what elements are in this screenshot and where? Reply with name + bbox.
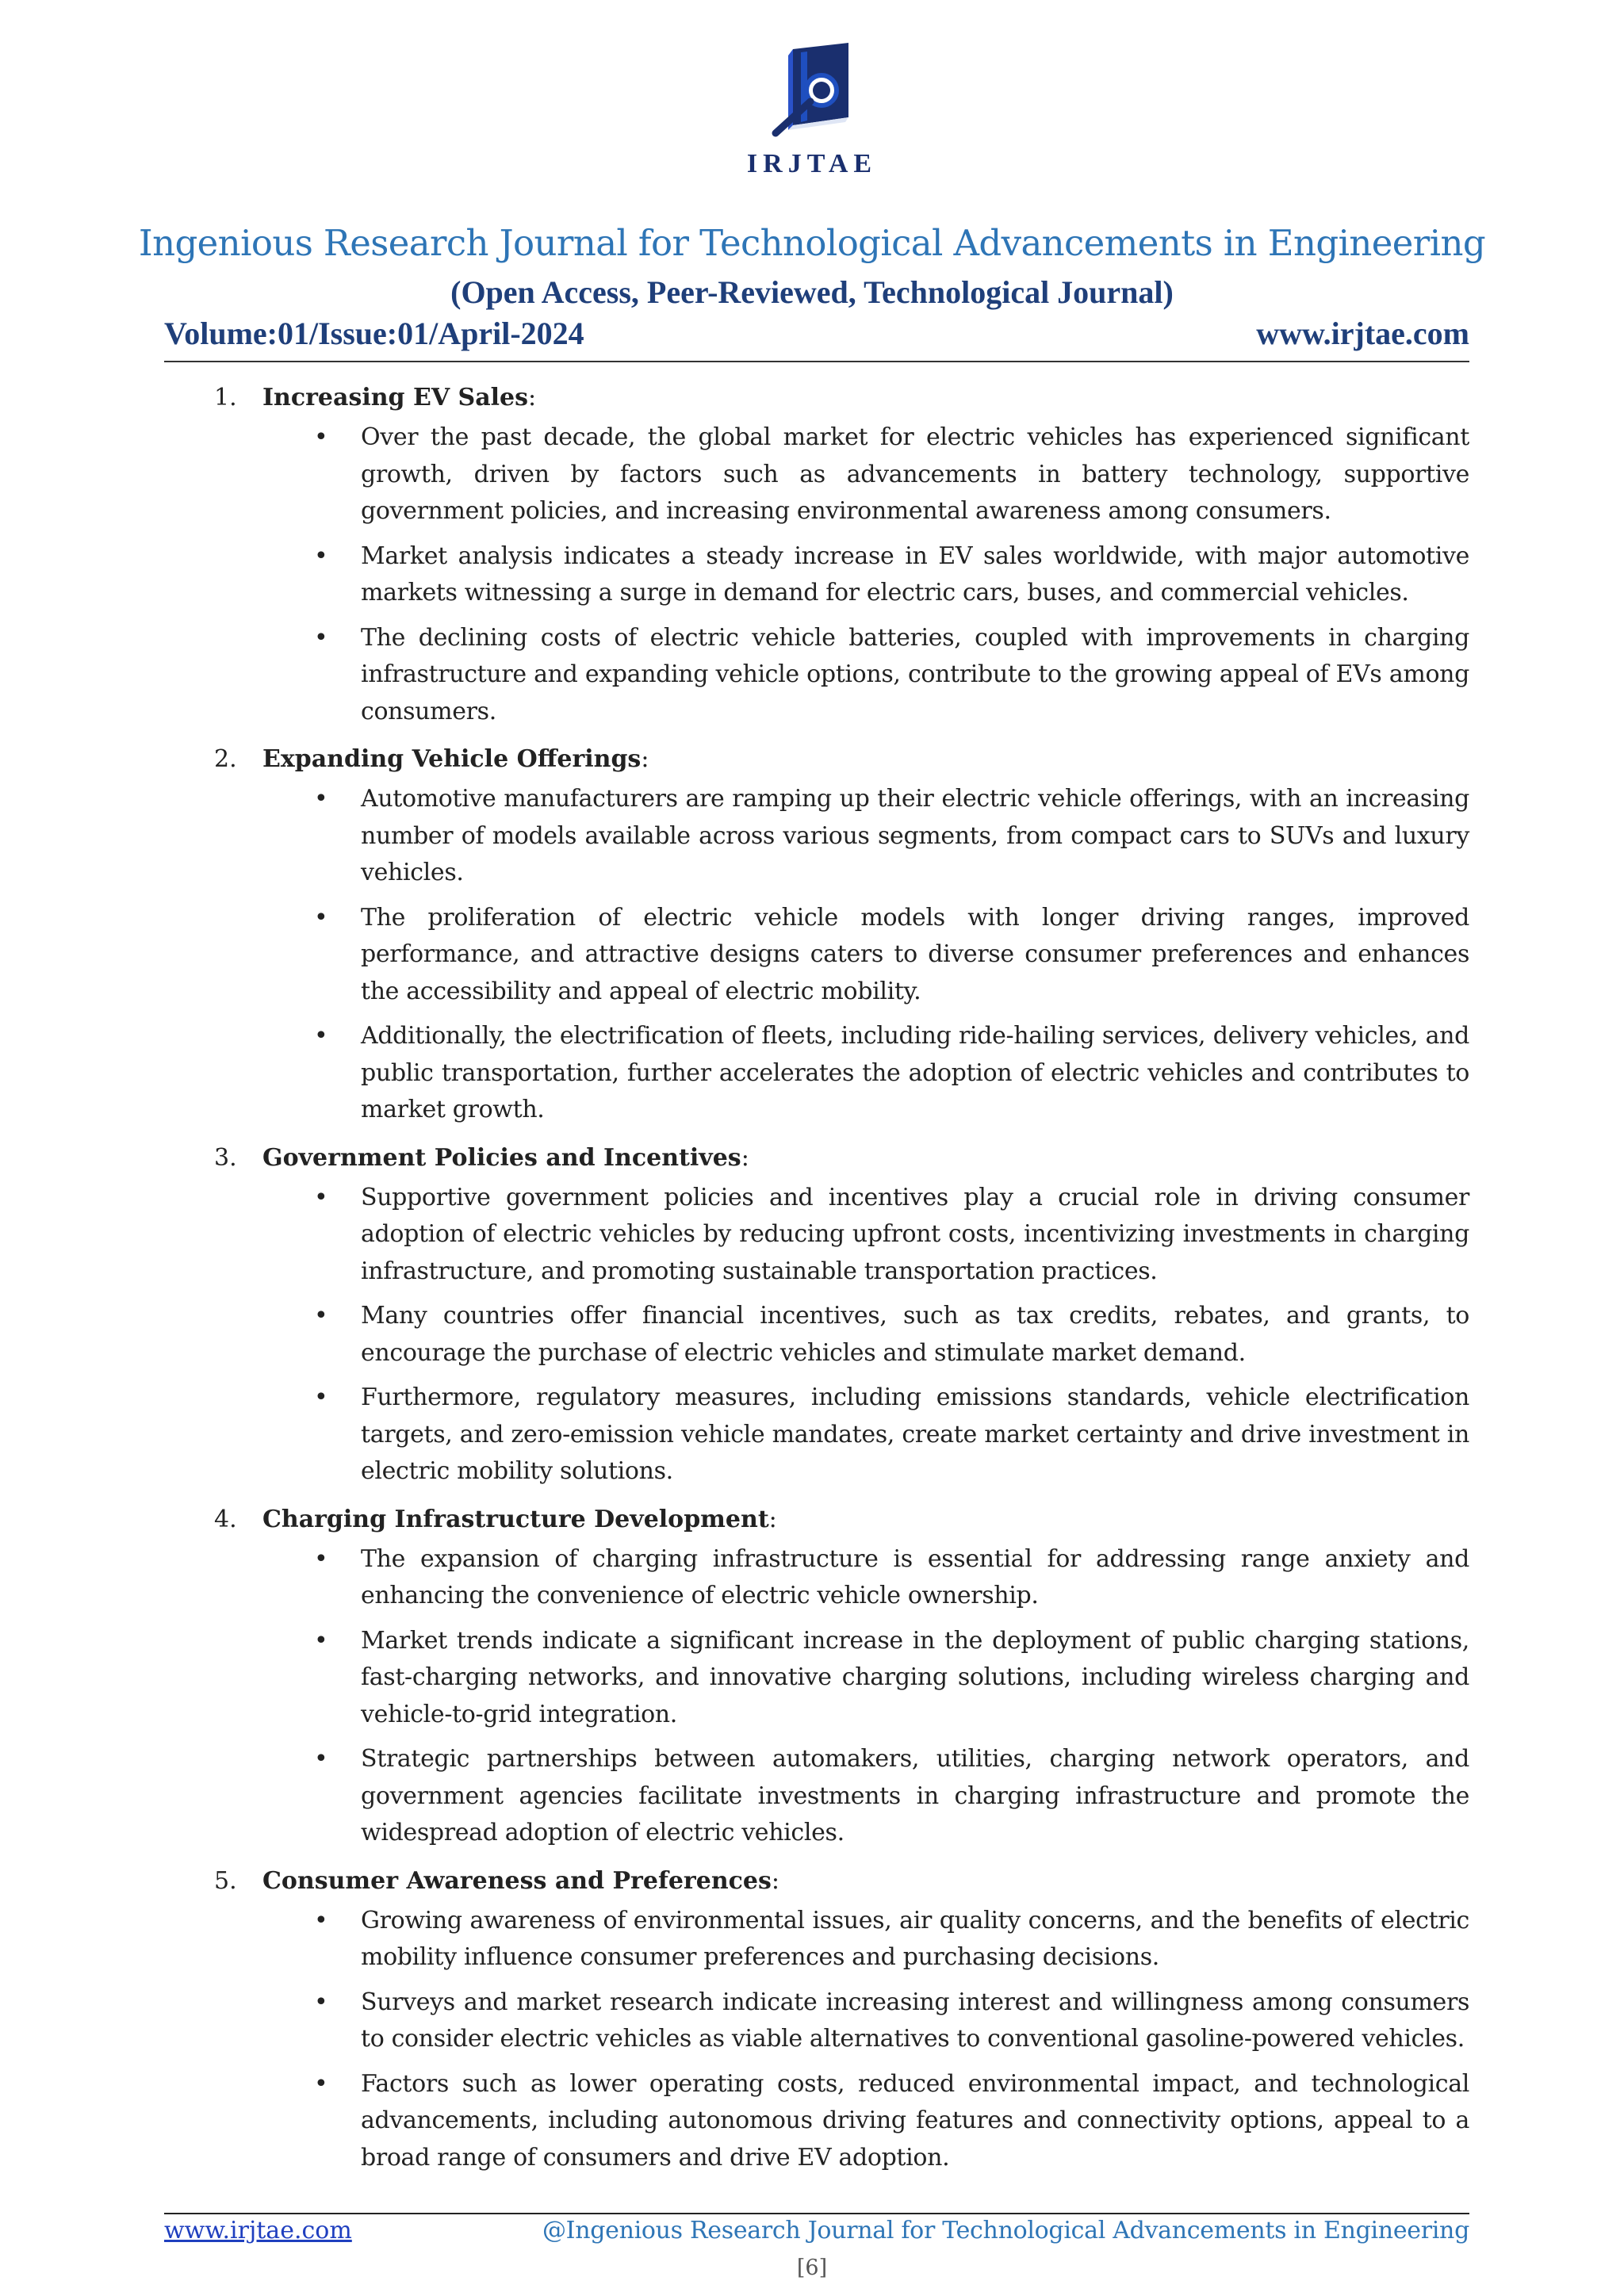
list-item: • Growing awareness of environmental issues, air quality concerns, and the benefits of electric mobility influence consumer preferences and purchasing decisions. — [164, 1903, 1469, 1976]
article-body — [164, 377, 1469, 2184]
section-consumer-awareness — [164, 1860, 1469, 2177]
section-heading — [164, 1860, 1469, 1903]
list-item: • Automotive manufacturers are ramping up their electric vehicle offerings, with an increasing number of models available across various segments, from compact cars to SUVs and luxury vehicles. — [164, 781, 1469, 892]
section-number: 4. — [214, 1505, 237, 1533]
list-item: • Strategic partnerships between automakers, utilities, charging network operators, and government agencies facilitate investments in charging infrastructure and promote the widespread adoption of electric vehicles. — [164, 1741, 1469, 1852]
bullet-icon: • — [314, 1544, 328, 1573]
section-government-policies — [164, 1137, 1469, 1490]
section-number: 1. — [214, 384, 237, 411]
bullet-icon: • — [314, 1302, 328, 1330]
bullet-list — [164, 781, 1469, 1129]
section-charging-infrastructure — [164, 1498, 1469, 1852]
bullet-icon: • — [314, 423, 328, 451]
bullet-icon: • — [314, 1626, 328, 1655]
book-magnifier-logo-icon — [760, 41, 864, 140]
list-item: • Many countries offer financial incentives, such as tax credits, rebates, and grants, to encourage the purchase of electric vehicles and stimulate market demand. — [164, 1298, 1469, 1372]
section-title: Consumer Awareness and Preferences: — [262, 1866, 779, 1895]
bullet-icon: • — [314, 1988, 328, 2016]
volume-issue: Volume:01/Issue:01/April-2024 — [164, 316, 584, 351]
section-heading — [164, 1498, 1469, 1541]
list-item: • Surveys and market research indicate increasing interest and willingness among consumers to consider electric vehicles as viable alternatives to conventional gasoline-powered vehicles. — [164, 1984, 1469, 2058]
header-website[interactable]: www.irjtae.com — [1256, 316, 1469, 351]
bullet-list — [164, 1180, 1469, 1490]
section-number: 2. — [214, 745, 237, 773]
section-expanding-vehicle-offerings — [164, 738, 1469, 1129]
section-title: Charging Infrastructure Development: — [262, 1505, 777, 1533]
list-item: • The declining costs of electric vehicle batteries, coupled with improvements in charging infrastructure and expanding vehicle options, contribute to the growing appeal of EVs among consumers. — [164, 620, 1469, 731]
page-number: [6] — [796, 2256, 828, 2280]
bullet-icon: • — [314, 903, 328, 932]
section-heading — [164, 738, 1469, 781]
bullet-icon: • — [314, 1745, 328, 1773]
list-item: • Furthermore, regulatory measures, including emissions standards, vehicle electrification targets, and zero-emission vehicle mandates, create market certainty and drive investment in electric mobility solutions. — [164, 1380, 1469, 1490]
footer-website-link[interactable]: www.irjtae.com — [164, 2217, 352, 2244]
volume-line — [164, 315, 1469, 359]
bullet-icon: • — [314, 541, 328, 570]
section-increasing-ev-sales — [164, 377, 1469, 730]
bullet-icon: • — [314, 1183, 328, 1211]
section-heading — [164, 377, 1469, 419]
footer-divider — [164, 2213, 1469, 2214]
list-item: • The proliferation of electric vehicle models with longer driving ranges, improved performance, and attractive designs caters to diverse consumer preferences and enhances the accessibility and appeal of electric mobility. — [164, 900, 1469, 1011]
bullet-icon: • — [314, 1022, 328, 1050]
list-item: • The expansion of charging infrastructure is essential for addressing range anxiety and enhancing the convenience of electric vehicle ownership. — [164, 1541, 1469, 1615]
bullet-list — [164, 419, 1469, 730]
bullet-list — [164, 1541, 1469, 1852]
bullet-icon: • — [314, 1906, 328, 1934]
section-heading — [164, 1137, 1469, 1180]
journal-title: Ingenious Research Journal for Technological Advancements in Engineering — [138, 222, 1486, 264]
list-item: • Market trends indicate a significant increase in the deployment of public charging stations, fast-charging networks, and innovative charging solutions, including wireless charging and vehicle-to-grid integration. — [164, 1623, 1469, 1734]
list-item: • Factors such as lower operating costs, reduced environmental impact, and technological advancements, including autonomous driving features and connectivity options, appeal to a broad range of consumers and drive EV adoption. — [164, 2066, 1469, 2177]
logo-wordmark: IRJTAE — [746, 149, 878, 178]
bullet-icon: • — [314, 1383, 328, 1411]
section-number: 3. — [214, 1143, 237, 1172]
bullet-icon: • — [314, 2069, 328, 2098]
section-title: Government Policies and Incentives: — [262, 1143, 749, 1172]
section-title: Increasing EV Sales: — [262, 384, 537, 411]
header-divider — [164, 361, 1469, 362]
journal-subtitle: (Open Access, Peer-Reviewed, Technological Journal) — [450, 274, 1174, 310]
list-item: • Additionally, the electrification of fleets, including ride-hailing services, delivery vehicles, and public transportation, further accelerates the adoption of electric vehicles and contributes to market growth. — [164, 1018, 1469, 1129]
list-item: • Over the past decade, the global market for electric vehicles has experienced significant growth, driven by factors such as advancements in battery technology, supportive government policies, and increasing environmental awareness among consumers. — [164, 419, 1469, 530]
list-item: • Supportive government policies and incentives play a crucial role in driving consumer adoption of electric vehicles by reducing upfront costs, incentivizing investments in charging infrastructure, and promoting sustainable transportation practices. — [164, 1180, 1469, 1291]
section-title: Expanding Vehicle Offerings: — [262, 745, 649, 773]
section-number: 5. — [214, 1866, 237, 1895]
bullet-icon: • — [314, 785, 328, 813]
bullet-list — [164, 1903, 1469, 2177]
list-item: • Market analysis indicates a steady increase in EV sales worldwide, with major automotive markets witnessing a surge in demand for electric cars, buses, and commercial vehicles. — [164, 538, 1469, 612]
footer-journal-credit: @Ingenious Research Journal for Technological Advancements in Engineering — [542, 2217, 1469, 2244]
bullet-icon: • — [314, 623, 328, 652]
